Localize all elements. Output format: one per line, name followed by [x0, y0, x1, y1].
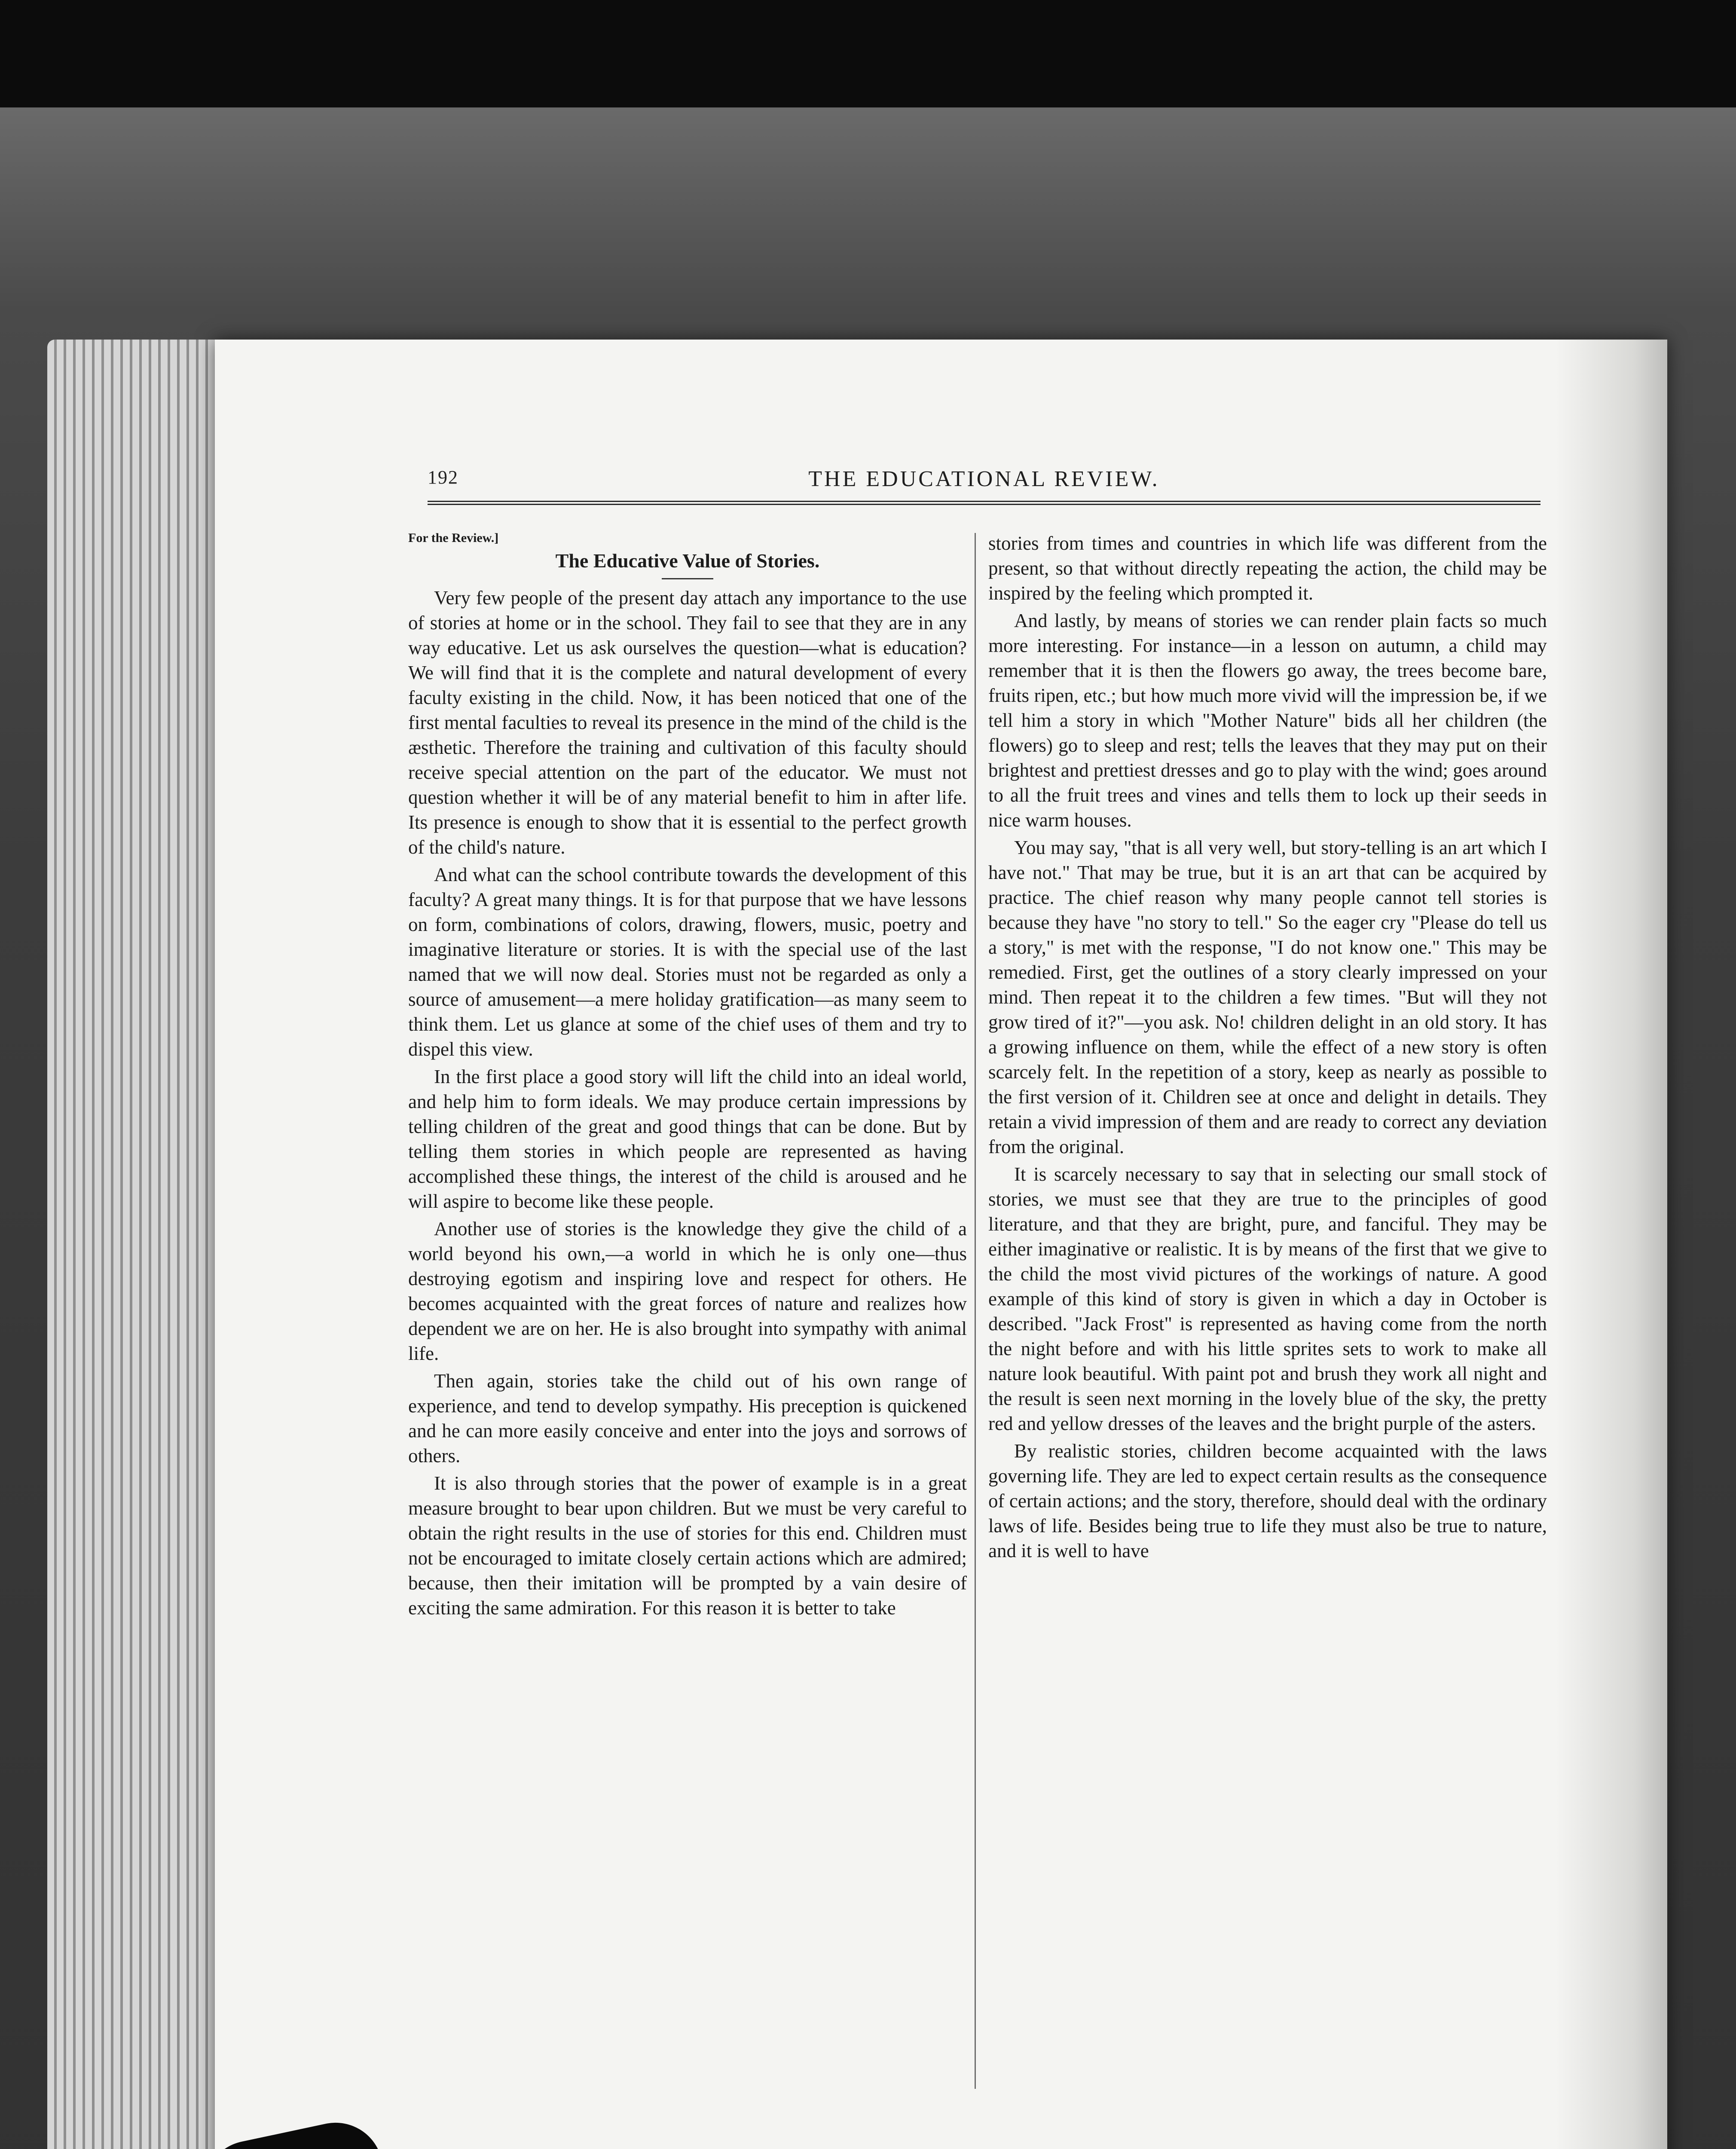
paragraph: And what can the school contribute towards the development of this faculty? A great many things. It is for that purpose that we have lessons on form, combinations of colors, drawing, flowers, music, poetry and imaginative literature or stories. It is with the special use of the last named that we will now deal. Stories must not be regarded as only a source of amusement—a mere holiday gratification—as many seem to think them. Let us glance at some of the chief uses of them and try to dispel this view. [408, 864, 967, 1060]
article-title: The Educative Value of Stories. [555, 550, 820, 572]
paragraph: It is also through stories that the power of example is in a great measure brought to bear upon children. But we must be very careful to obtain the right results in the use of stories for this end. Children must not be encouraged to imitate closely certain actions which are admired; because, then their imitation will be prompted by a vain desire of exciting the same admiration. For this reason it is better to take [408, 1472, 967, 1619]
book-page-edges [47, 340, 228, 2149]
paragraph: It is scarcely necessary to say that in selecting our small stock of stories, we must see that they are true to the principles of good literature, and that they are bright, pure, and fanciful. They may be either imaginative or realistic. It is by means of the first that we give to the child the most vivid pictures of the workings of nature. A good example of this kind of story is given in which a day in October is described. "Jack Frost" is represented as having come from the north the night before and with his little sprites sets to work to make all nature look beautiful. With paint pot and brush they work all night and the result is seen next morning in the lovely blue of the sky, the pretty red and yellow dresses of the leaves and the bright purple of the asters. [988, 1163, 1547, 1434]
page-gutter-shadow [1556, 340, 1667, 2149]
paragraph: In the first place a good story will lift the child into an ideal world, and help him to form ideals. We may produce certain impressions by telling children of the great and good things that can be done. But by telling them stories in which people are represented as having accomplished these things, the interest of the child is aroused and he will aspire to become like these people. [408, 1066, 967, 1212]
title-rule [662, 578, 713, 579]
left-column [408, 531, 967, 1623]
right-column [988, 531, 1547, 1566]
paragraph-continuation: stories from times and countries in which life was different from the present, so that without directly repeating the action, the child may be inspired by the feeling which prompted it. [988, 533, 1547, 604]
column-rule [975, 533, 976, 2089]
paragraph: You may say, "that is all very well, but story-telling is an art which I have not." That may be true, but it is an art that can be acquired by practice. The chief reason why many people cannot tell stories is because they have "no story to tell." So the eager cry "Please do tell us a story," is met with the response, "I do not know one." This may be remedied. First, get the outlines of a story clearly impressed on your mind. Then repeat it to the children a few times. "But will they not grow tired of it?"—you ask. No! children delight in an old story. It has a growing influence on them, while the effect of a new story is often scarcely felt. In the repetition of a story, keep as nearly as possible to the first version of it. Children see at once and delight in details. They retain a vivid impression of them and are ready to correct any deviation from the original. [988, 837, 1547, 1157]
paragraph: Then again, stories take the child out of his own range of experience, and tend to develop sympathy. His preception is quickened and he can more easily conceive and enter into the joys and sorrows of others. [408, 1370, 967, 1466]
paragraph: By realistic stories, children become acquainted with the laws governing life. They are led to expect certain results as the consequence of certain actions; and the story, therefore, should deal with the ordinary laws of life. Besides being true to life they must also be true to nature, and it is well to have [988, 1440, 1547, 1561]
journal-title: THE EDUCATIONAL REVIEW. [808, 467, 1160, 491]
page-number: 192 [428, 467, 458, 488]
source-note: For the Review.] [408, 531, 499, 545]
paragraph: Another use of stories is the knowledge they give the child of a world beyond his own,—a world in which he is only one—thus destroying egotism and inspiring love and respect for others. He becomes acquainted with the great forces of nature and realizes how dependent we are on her. He is also brought into sympathy with animal life. [408, 1218, 967, 1364]
scan-top-band [0, 0, 1736, 107]
paragraph: Very few people of the present day attach any importance to the use of stories at home or in the school. They fail to see that they are in any way educative. Let us ask ourselves the question—what is education? We will find that it is the complete and natural development of every faculty existing in the child. Now, it has been noticed that one of the first mental faculties to reveal its presence in the mind of the child is the æsthetic. Therefore the training and cultivation of this faculty should receive special attention on the part of the educator. We must not question whether it will be of any material benefit to him in after life. Its presence is enough to show that it is essential to the perfect growth of the child's nature. [408, 587, 967, 858]
paragraph: And lastly, by means of stories we can render plain facts so much more interesting. For instance—in a lesson on autumn, a child may remember that it is then the flowers go away, the trees become bare, fruits ripen, etc.; but how much more vivid will the impression be, if we tell him a story in which "Mother Nature" bids all her children (the flowers) go to sleep and rest; tells the leaves that they may put on their brightest and prettiest dresses and go to play with the wind; goes around to all the fruit trees and vines and tells them to lock up their seeds in nice warm houses. [988, 610, 1547, 831]
running-head [428, 466, 1540, 505]
